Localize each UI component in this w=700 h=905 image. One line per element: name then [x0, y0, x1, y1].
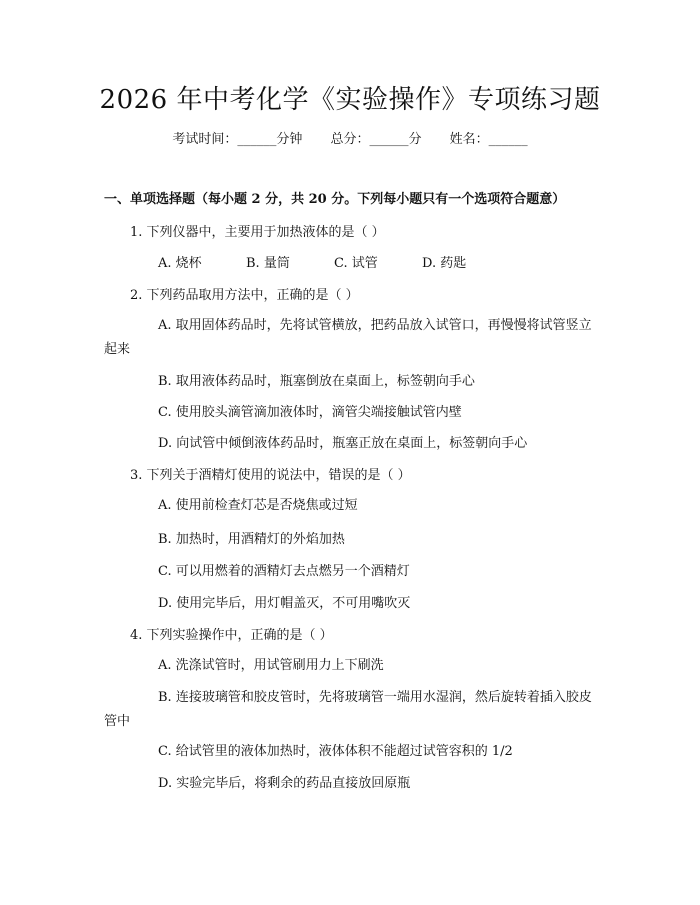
question-3-option-a: A. 使用前检查灯芯是否烧焦或过短: [158, 498, 358, 513]
question-4-option-a: A. 洗涤试管时，用试管刷用力上下刷洗: [158, 658, 384, 673]
exam-time-field: 考试时间：______分钟: [172, 132, 303, 147]
question-2-option-c: C. 使用胶头滴管滴加液体时，滴管尖端接触试管内壁: [158, 405, 462, 420]
question-3-option-c: C. 可以用燃着的酒精灯去点燃另一个酒精灯: [158, 564, 410, 579]
question-1-option-a: A. 烧杯: [158, 256, 202, 271]
question-3-stem: 3. 下列关于酒精灯使用的说法中，错误的是（ ）: [130, 468, 411, 483]
question-3-option-b: B. 加热时，用酒精灯的外焰加热: [158, 532, 345, 547]
question-1-option-b: B. 量筒: [246, 256, 290, 271]
question-4-option-b: B. 连接玻璃管和胶皮管时，先将玻璃管一端用水湿润，然后旋转着插入胶皮管中: [104, 690, 592, 729]
question-3-option-d: D. 使用完毕后，用灯帽盖灭，不可用嘴吹灭: [158, 596, 411, 611]
question-1-option-c: C. 试管: [334, 256, 378, 271]
question-4-stem: 4. 下列实验操作中，正确的是（ ）: [130, 628, 333, 643]
question-4-option-c: C. 给试管里的液体加热时，液体体积不能超过试管容积的 1/2: [158, 744, 513, 759]
page-title: 2026 年中考化学《实验操作》专项练习题: [99, 85, 601, 115]
question-2-option-d: D. 向试管中倾倒液体药品时，瓶塞正放在桌面上，标签朝向手心: [158, 436, 528, 451]
question-1-stem: 1. 下列仪器中，主要用于加热液体的是（ ）: [130, 225, 385, 240]
question-1-option-d: D. 药匙: [422, 256, 467, 271]
exam-meta: [0, 130, 700, 150]
question-2-option-b: B. 取用液体药品时，瓶塞倒放在桌面上，标签朝向手心: [158, 374, 475, 389]
total-score-field: 总分：______分: [330, 132, 422, 147]
question-1-options: [158, 254, 598, 274]
section-title: 一、单项选择题（每小题 2 分，共 20 分。下列每小题只有一个选项符合题意）: [104, 192, 566, 207]
name-field: 姓名：______: [449, 132, 528, 147]
question-4-option-d: D. 实验完毕后，将剩余的药品直接放回原瓶: [158, 776, 411, 791]
question-2-stem: 2. 下列药品取用方法中，正确的是（ ）: [130, 288, 359, 303]
question-2-option-a: A. 取用固体药品时，先将试管横放，把药品放入试管口，再慢慢将试管竖立起来: [104, 318, 592, 357]
